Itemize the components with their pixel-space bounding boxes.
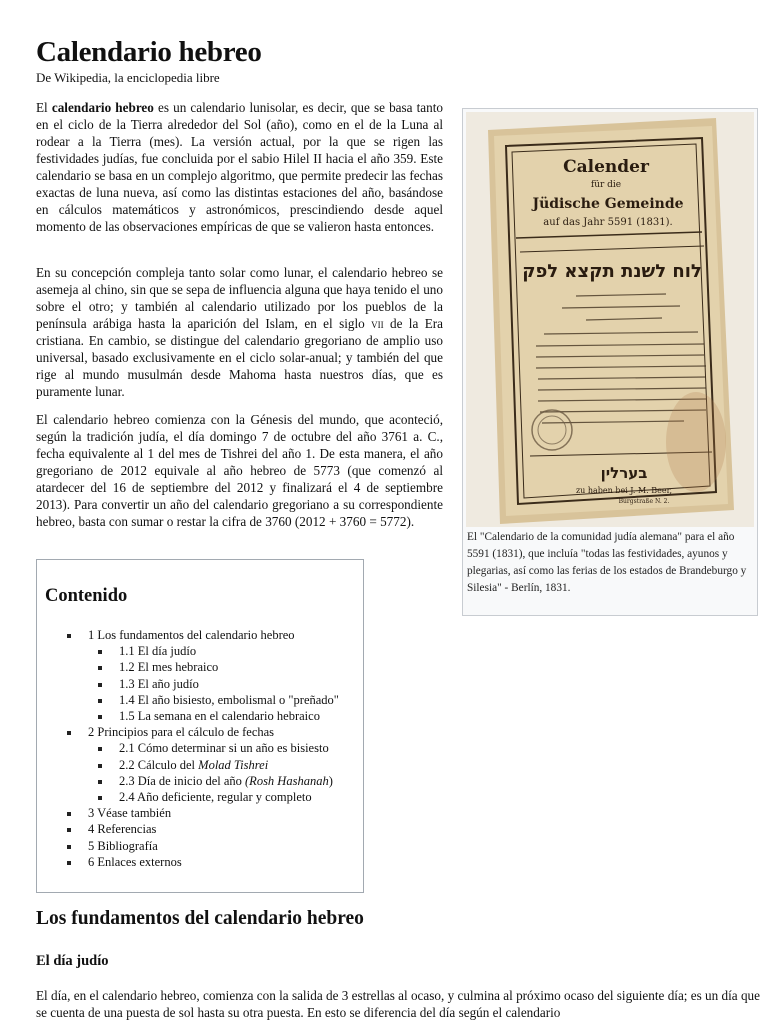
- p1-lead: El: [36, 100, 52, 115]
- image-line2: für die: [590, 180, 622, 190]
- toc-link[interactable]: 2.2 Cálculo del: [119, 757, 199, 772]
- toc-list: [67, 627, 339, 870]
- toc-link[interactable]: 2.4 Año deficiente, regular y completo: [119, 790, 312, 805]
- toc-link-suffix[interactable]: ): [328, 773, 333, 788]
- intro-paragraph-3: El calendario hebreo comienza con la Génesis del mundo, que aconteció, según la tradición judía, el día domingo 7 de octubre del año 3761 a. C., fecha equivalente al 1 del mes de Tishrei del año 1. De esta manera, el año gregoriano de 2012 equivale al año hebreo de 5773 (que comenzó al atardecer del 16 de septiembre del 2012 y finalizará el 4 de septiembre 2013). Para convertir un año del calendario gregoriano a su correspondiente hebreo, basta con sumar o restar la cifra de 3760 (2012 + 3760 = 5772).: [36, 412, 443, 529]
- toc-link[interactable]: 6 Enlaces externos: [88, 854, 182, 869]
- toc-item-1[interactable]: [67, 627, 339, 724]
- toc-item-4[interactable]: [67, 821, 339, 837]
- toc-item-3[interactable]: [67, 805, 339, 821]
- intro-paragraph-2: [36, 264, 443, 400]
- toc-item-1-2[interactable]: [98, 659, 339, 675]
- toc-item-1-3[interactable]: [98, 676, 339, 692]
- p1-rest: es un calendario lunisolar, es decir, que se basa tanto en el ciclo de la Tierra alrededor del Sol (año), como en el de la Luna al rodear a la Tierra (mes). La versión actual, por la que se rigen las festividades judías, fue concluida por el sabio Hilel II hacia el año 359. Este calendario se basa en un complejo algoritmo, que permite predecir las fechas exactas de luna nueva, así como las distintas estaciones del año, basándose en cálculos matemáticos y astronómicos, prescindiendo desde aquel momento de las observaciones empíricas de que se valieron hasta entonces.: [36, 100, 443, 234]
- page-title: Calendario hebreo: [36, 36, 262, 68]
- toc-item-6[interactable]: [67, 854, 339, 870]
- toc-link-italic[interactable]: (Rosh Hashanah: [245, 773, 329, 788]
- image-line4: auf das Jahr 5591 (1831).: [543, 217, 673, 228]
- toc-link[interactable]: 2.3 Día de inicio del año: [119, 773, 246, 788]
- toc-link[interactable]: 2 Principios para el cálculo de fechas: [88, 725, 275, 740]
- toc-link-italic[interactable]: Molad Tishrei: [198, 757, 269, 772]
- toc-link[interactable]: 5 Bibliografía: [88, 838, 158, 853]
- p1-bold-term: calendario hebreo: [51, 100, 154, 115]
- p2-part-b: de la Era cristiana. En cambio, se distingue del calendario gregoriano de amplio uso universal, basado exclusivamente en el ciclo solar-anual; y también del que rige al mundo musulmán desde Mahoma hasta nuestros días, que es puramente lunar.: [36, 316, 444, 399]
- intro-paragraph-1: [36, 99, 443, 235]
- image-bottom: zu haben bei J. M. Beer,: [575, 486, 673, 495]
- image-bottom2: Burgstraße N. 2.: [618, 498, 670, 505]
- image-line3: Jüdische Gemeinde: [532, 196, 684, 212]
- image-hebrew-title: לוח לשנת תקצא לפק: [522, 261, 702, 282]
- section-paragraph: El día, en el calendario hebreo, comienza con la salida de 3 estrellas al ocaso, y culmina al próximo ocaso del siguiente día; es un día que se cuenta de una puesta de sol hasta su otra puesta. En esto se diferencia del día según el calendario: [36, 988, 760, 1020]
- subsection-heading: El día judío: [36, 953, 109, 969]
- toc-link[interactable]: 1.4 El año bisiesto, embolismal o "preñado": [119, 692, 339, 707]
- toc-item-1-1[interactable]: [98, 643, 339, 659]
- toc-item-1-4[interactable]: [98, 692, 339, 708]
- page-subtitle: De Wikipedia, la enciclopedia libre: [36, 70, 220, 85]
- toc-link[interactable]: 4 Referencias: [88, 822, 157, 837]
- calendar-image[interactable]: [466, 112, 754, 527]
- toc-link[interactable]: 1.1 El día judío: [119, 644, 197, 659]
- toc-item-2-2[interactable]: [98, 757, 339, 773]
- toc-item-2-4[interactable]: [98, 789, 339, 805]
- toc-link[interactable]: 1 Los fundamentos del calendario hebreo: [88, 628, 295, 642]
- image-line1: Calender: [563, 157, 649, 177]
- p2-part-a: En su concepción compleja tanto solar como lunar, el calendario hebreo se asemeja al chino, sin que se sepa de influencia alguna que haya tenido el uno sobre el otro; y también al calendario utilizado por los pueblos de la península arábiga hasta la aparición del Islam, en el siglo: [36, 265, 443, 331]
- toc-title: Contenido: [45, 586, 128, 606]
- figure-caption: El "Calendario de la comunidad judía alemana" para el año 5591 (1831), que incluía "todas las festividades, ayunos y plegarias, así como las ferias de los estados de Brandeburgo y Silesia" - Berlín, 1831.: [467, 531, 747, 594]
- calendar-image-drawing: [466, 112, 754, 527]
- toc-item-2-1[interactable]: [98, 740, 339, 756]
- toc-item-2-3[interactable]: [98, 773, 339, 789]
- figure-thumbnail: [462, 108, 758, 616]
- table-of-contents: [36, 559, 364, 893]
- image-hebrew-city: בערלין: [600, 464, 648, 482]
- p2-century: vii: [371, 316, 384, 331]
- toc-item-2[interactable]: [67, 724, 339, 805]
- toc-link[interactable]: 2.1 Cómo determinar si un año es bisiesto: [119, 741, 329, 756]
- toc-item-1-5[interactable]: [98, 708, 339, 724]
- toc-link[interactable]: 3 Véase también: [88, 806, 172, 821]
- toc-link[interactable]: 1.5 La semana en el calendario hebraico: [119, 709, 320, 724]
- section-heading: Los fundamentos del calendario hebreo: [36, 908, 364, 929]
- toc-link[interactable]: 1.3 El año judío: [119, 676, 199, 691]
- toc-item-5[interactable]: [67, 838, 339, 854]
- toc-link[interactable]: 1.2 El mes hebraico: [119, 660, 219, 675]
